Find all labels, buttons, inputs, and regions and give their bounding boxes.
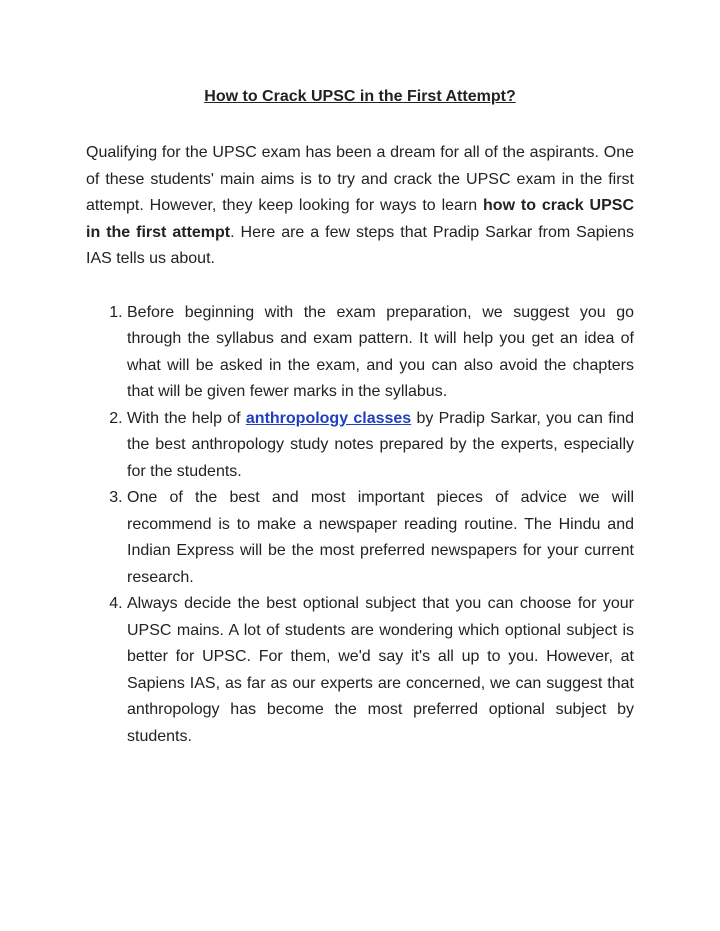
anthropology-classes-link[interactable]: anthropology classes: [245, 409, 412, 427]
step-2-text-start: With the help of: [127, 409, 246, 427]
intro-text-start: Qualifying for the UPSC exam has been a dream for all of the aspirants. One of these students' main aims is to try and crack the UPSC exam in the first attempt. However, they keep looking for ways to learn: [86, 144, 634, 214]
step-4-text: Always decide the best optional subject that you can choose for your UPSC mains. A lot of students are wondering which optional subject is better for UPSC. For them, we'd say it's all up to you. However, at Sapiens IAS, as far as our experts are concerned, we can suggest that anthropology has become the most preferred optional subject by students.: [127, 595, 634, 745]
intro-text-end: . Here are a few steps that Pradip Sarkar from Sapiens IAS tells us about.: [86, 223, 635, 267]
step-3-text: One of the best and most important pieces of advice we will recommend is to make a newspaper reading routine. The Hindu and Indian Express will be the most preferred newspapers for your current research.: [127, 489, 634, 586]
list-item: [127, 300, 634, 406]
intro-bold-phrase: how to crack UPSC in the first attempt: [86, 197, 634, 241]
step-2-text-end: by Pradip Sarkar, you can find the best anthropology study notes prepared by the experts, especially for the students.: [127, 409, 634, 480]
list-item: [127, 406, 634, 486]
document-page: [86, 84, 634, 750]
steps-list: [86, 300, 634, 751]
list-item: [127, 591, 634, 750]
list-item: [127, 485, 634, 591]
intro-paragraph: [86, 140, 634, 273]
document-title: How to Crack UPSC in the First Attempt?: [204, 88, 516, 105]
step-1-text: Before beginning with the exam preparation, we suggest you go through the syllabus and exam pattern. It will help you get an idea of what will be asked in the exam, and you can also avoid the chapters that will be given fewer marks in the syllabus.: [127, 303, 634, 400]
